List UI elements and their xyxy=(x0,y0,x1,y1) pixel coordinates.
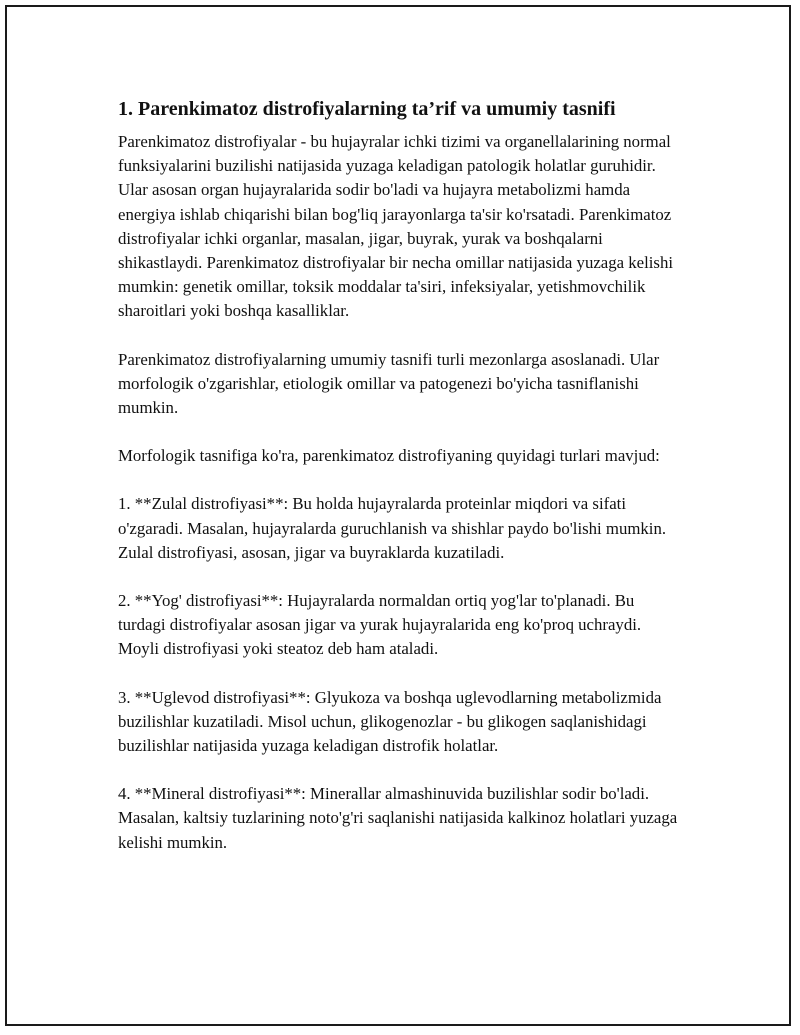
document-title: 1. Parenkimatoz distrofiyalarning ta’rif va umumiy tasnifi xyxy=(118,98,616,120)
list-item-carbohydrate-dystrophy: 3. **Uglevod distrofiyasi**: Glyukoza va boshqa uglevodlarning metabolizmida buzilishlar kuzatiladi. Misol uchun, glikogenozlar - bu glikogen saqlanishidagi buzilishlar natijasida yuzaga keladigan distrofik holatlar. xyxy=(118,687,662,756)
list-item-mineral-dystrophy: 4. **Mineral distrofiyasi**: Minerallar almashinuvida buzilishlar sodir bo'ladi. Masalan, kaltsiy tuzlarining noto'g'ri saqlanishi natijasida kalkinoz holatlari yuzaga kelishi mumkin. xyxy=(118,784,678,852)
document-body xyxy=(118,96,678,879)
paragraph-classification: Parenkimatoz distrofiyalarning umumiy tasnifi turli mezonlarga asoslanadi. Ular morfologik o'zgarishlar, etiologik omillar va patogenezi bo'yicha tasniflanishi mumkin. xyxy=(118,349,660,418)
paragraph-morphologic-intro: Morfologik tasnifiga ko'ra, parenkimatoz distrofiyaning quyidagi turlari mavjud: xyxy=(118,446,660,466)
list-item-fat-dystrophy: 2. **Yog' distrofiyasi**: Hujayralarda normaldan ortiq yog'lar to'planadi. Bu turdagi distrofiyalar asosan jigar va yurak hujayralarida eng ko'proq uchraydi. Moyli distrofiyasi yoki steatoz deb ham ataladi. xyxy=(118,591,642,659)
paragraph-intro: Parenkimatoz distrofiyalar - bu hujayralar ichki tizimi va organellalarining normal funksiyalarini buzilishi natijasida yuzaga keladigan patologik holatlar guruhidir. Ular asosan organ hujayralarida sodir bo'ladi va hujayra metabolizmi hamda energiya ishlab chiqarishi bilan bog'liq jarayonlarga ta'sir ko'rsatadi. Parenkimatoz distrofiyalar ichki organlar, masalan, jigar, buyrak, yurak va boshqalarni shikastlaydi. Parenkimatoz distrofiyalar bir necha omillar natijasida yuzaga kelishi mumkin: genetik omillar, toksik moddalar ta'siri, infeksiyalar, yetishmovchilik sharoitlari yoki boshqa kasalliklar. xyxy=(118,132,674,321)
list-item-protein-dystrophy: 1. **Zulal distrofiyasi**: Bu holda hujayralarda proteinlar miqdori va sifati o'zgaradi. Masalan, hujayralarda guruchlanish va shishlar paydo bo'lishi mumkin. Zulal distrofiyasi, asosan, jigar va buyraklarda kuzatiladi. xyxy=(118,494,667,562)
